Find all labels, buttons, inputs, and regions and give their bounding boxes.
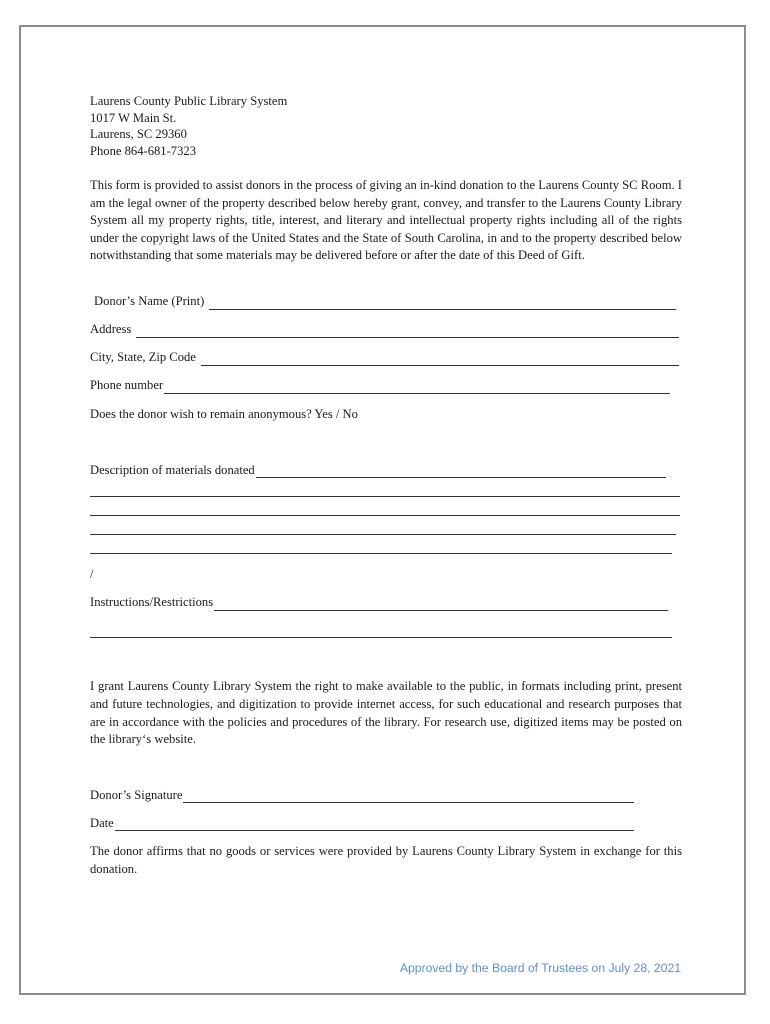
anonymous-question: Does the donor wish to remain anonymous? Yes / No: [90, 406, 358, 421]
form-content: [90, 93, 682, 879]
description-label: Description of materials donated: [90, 462, 255, 477]
donor-name-field[interactable]: [90, 294, 676, 310]
instructions-field[interactable]: [90, 595, 668, 611]
description-line-2[interactable]: [90, 484, 680, 497]
street-address: 1017 W Main St.: [90, 110, 177, 125]
description-line-3[interactable]: [90, 503, 680, 516]
address-field[interactable]: [90, 322, 679, 338]
address-label: Address: [90, 322, 132, 337]
slash-mark: /: [90, 567, 94, 582]
date-label: Date: [90, 815, 114, 830]
date-line[interactable]: [115, 818, 634, 831]
instructions-label: Instructions/Restrictions: [90, 595, 214, 610]
address-line[interactable]: [136, 325, 679, 338]
signature-label: Donor’s Signature: [90, 787, 183, 802]
instructions-line[interactable]: [214, 598, 668, 611]
instructions-line-2[interactable]: [90, 625, 672, 638]
donor-name-line[interactable]: [209, 297, 676, 310]
date-field[interactable]: [90, 815, 634, 831]
phone-line-input[interactable]: [164, 381, 670, 394]
phone-field[interactable]: [90, 378, 670, 394]
city-state-zip-field[interactable]: [90, 350, 679, 366]
city-line: Laurens, SC 29360: [90, 127, 187, 141]
signature-line[interactable]: [183, 790, 634, 803]
donor-name-label: Donor’s Name (Print): [94, 294, 205, 309]
grant-paragraph: I grant Laurens County Library System the right to make available to the public, in formats including print, present and future technologies, and digitization to provide internet access, for such educational and research purposes that are in accordance with the policies and procedures of the library. For research use, digitized items may be posted on the library‘s website.: [90, 678, 682, 747]
city-state-zip-label: City, State, Zip Code: [90, 350, 196, 365]
org-name: Laurens County Public Library System: [90, 94, 288, 108]
approval-footer: Approved by the Board of Trustees on July 28, 2021: [399, 961, 681, 975]
affirmation-paragraph: The donor affirms that no goods or services were provided by Laurens County Library System in exchange for this donation.: [90, 844, 682, 876]
description-field[interactable]: [90, 462, 666, 478]
phone-label: Phone number: [90, 378, 164, 393]
signature-field[interactable]: [90, 787, 634, 803]
description-line-5[interactable]: [90, 541, 672, 554]
city-state-zip-line[interactable]: [201, 353, 679, 366]
phone-line: Phone 864-681-7323: [90, 143, 196, 158]
library-address: [90, 93, 682, 159]
description-line-4[interactable]: [90, 522, 676, 535]
description-line[interactable]: [256, 465, 666, 478]
intro-paragraph: This form is provided to assist donors in the process of giving an in-kind donation to the Laurens County SC Room. I am the legal owner of the property described below hereby grant, convey, and transfer to the Laurens County Library System all my property rights, title, interest, and literary and intellectual property rights including all of the rights under the copyright laws of the United States and the State of South Carolina, in and to the property described below notwithstanding that some materials may be delivered before or after the date of this Deed of Gift.: [90, 178, 682, 263]
